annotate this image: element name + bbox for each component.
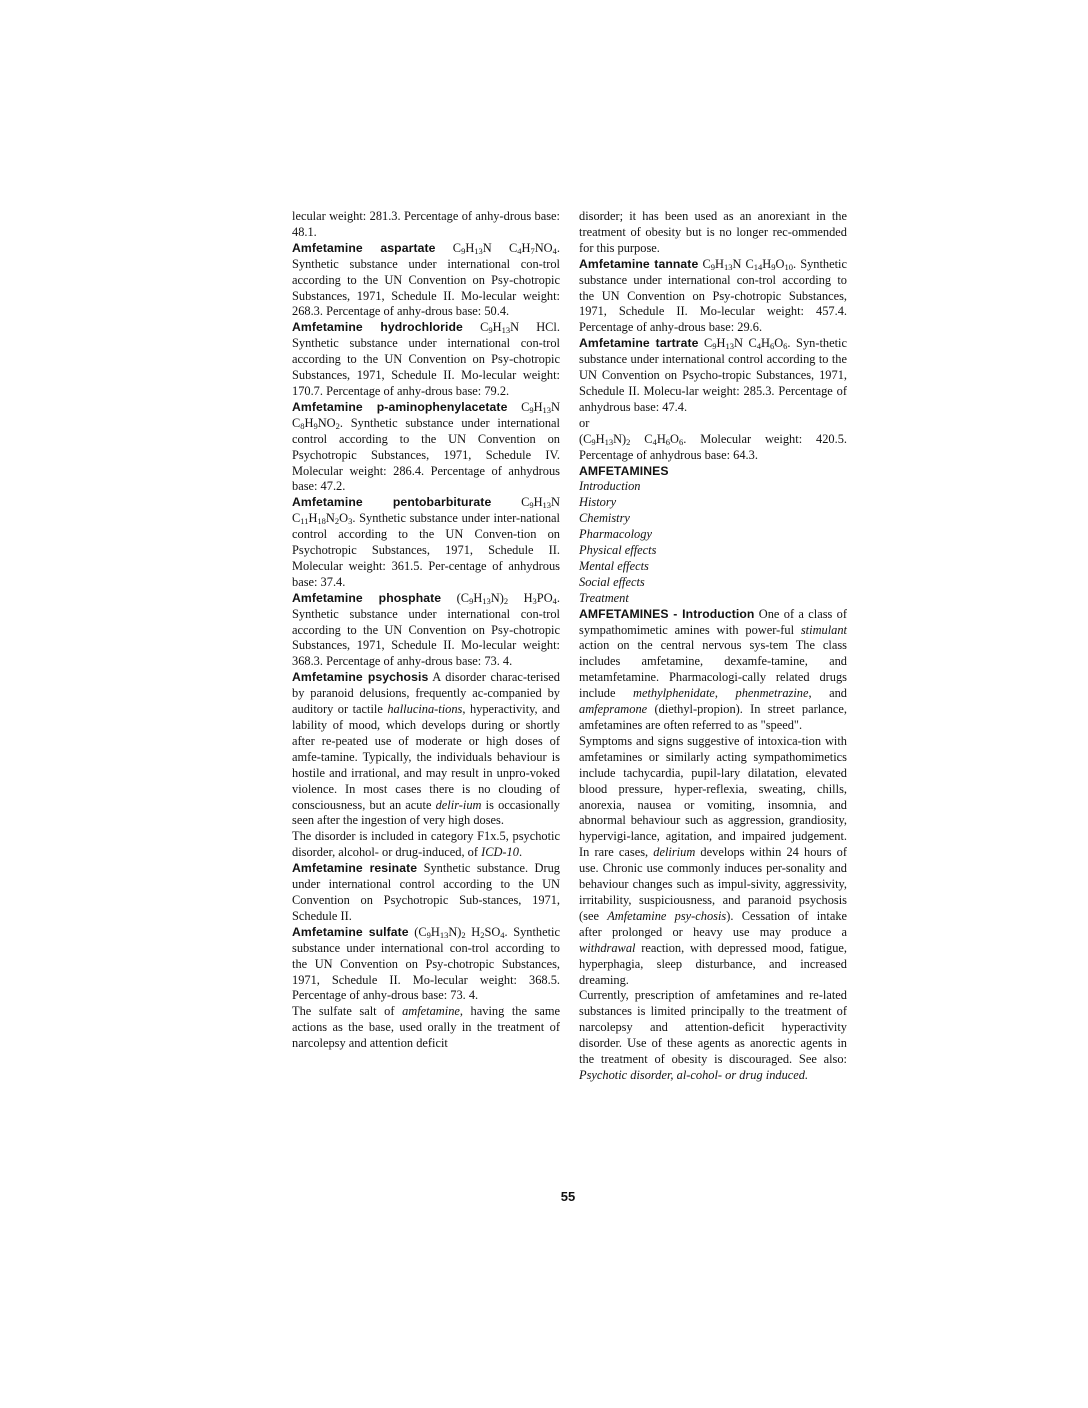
entry-paragraph [292,925,560,1005]
entry-text: (C [579,431,592,446]
entry-text: . Synthetic substance under international con-trol according to the UN Convention on Psy-chotropic Substances, 1971, Schedule II. Mo-lecular weight: 268.3. Percentage of anhy-drous base: 50.4. [292,240,560,319]
subscript: 3 [348,516,353,527]
subscript: 6 [678,436,684,447]
entry-text: One of a class of sympathomimetic amines with power-ful [579,606,847,637]
entry-paragraph [579,607,847,734]
entry-heading: Amfetamine psychosis [292,670,429,685]
entry-text: SO [484,924,501,939]
subscript: 9 [529,500,534,511]
section-contents-list [579,479,847,606]
entry-text: H [492,320,502,335]
italic-term: methylphenidate [633,686,715,701]
entry-text: , and [808,686,847,701]
entry-heading: Amfetamine tartrate [579,336,699,351]
page-number: 55 [560,1189,576,1204]
entry-heading: Amfetamine sulfate [292,924,409,939]
entry-text: (diethyl-propion). In street parlance, amfetamines are often referred to as "speed". [579,702,847,732]
entry-text: , hyperactivity, and lability of mood, which develops during or shortly after re-peated use of moderate or high doses of amfe-tamine. Typically, the individuals behaviour is hostile and irrational, and may result in unpro-voked violence. In most cases there is no clouding of consciousness, but an acute [292,702,560,812]
contents-item[interactable]: Physical effects [579,543,657,558]
subscript: 2 [334,516,340,527]
left-column [292,209,560,1052]
subscript: 8 [300,420,305,431]
entry-text: . Syn-thetic substance under international control according to the UN Convention on Psycho-tropic Substances, 1971, Schedule II. Molecu-lar weight: 285.3. Percentage of anhydrous base: 47.4. [579,336,847,414]
entry-heading: AMFETAMINES - Introduction [579,606,755,621]
subscript: 13 [542,500,552,511]
subscript: 9 [426,929,431,940]
entry-text: H [465,924,481,939]
entry-text: . [518,845,523,860]
italic-term: delirium [653,845,696,860]
italic-term: Amfetamine psy-chosis [607,908,727,923]
subscript: 6 [783,341,788,352]
entry-text: NO [317,415,336,430]
entry-text: disorder; it has been used as an anorexiant in the treatment of obesity but is no longer rec-ommended for this purpose. [579,209,847,255]
entry-text: , having the same actions as the base, used orally in the treatment of narcolepsy and attention deficit [292,1004,560,1051]
entry-text: PO [536,590,553,605]
italic-term: amfepramone [579,702,648,717]
entry-text: H [304,415,314,430]
italic-term: amfetamine [402,1004,460,1019]
entry-text: C [698,256,711,271]
entry-text: N C [292,399,560,430]
entry-heading: Amfetamine tannate [579,256,699,271]
entry-text: H [533,495,543,510]
entry-text: reaction, with depressed mood, fatigue, hyperphagia, sleep disturbance, and increased dreaming. [579,940,847,987]
entry-text: H [716,336,726,351]
subscript: 13 [501,325,511,336]
entry-heading: Amfetamine hydrochloride [292,320,463,335]
subscript: 3 [532,595,537,606]
entry-paragraph [292,400,560,495]
entry-text: is occasionally seen after the ingestion of very high doses. [292,797,560,828]
entry-text: N) [613,431,627,446]
contents-item[interactable]: Social effects [579,574,645,589]
entry-text: C [698,336,713,351]
entry-paragraph [579,416,847,432]
entry-text: C [630,431,653,446]
subscript: 2 [480,929,485,940]
italic-term: stimulant [800,622,847,637]
right-column [579,209,847,1084]
entry-text: N) [490,590,504,605]
contents-item[interactable]: History [579,495,617,510]
subscript: 13 [542,404,552,415]
subscript: 13 [723,261,733,272]
entry-text: or [579,415,590,430]
subscript: 9 [710,261,715,272]
entry-text: Currently, prescription of amfetamines and re-lated substances is limited principally to the treatment of narcolepsy and attention-deficit hyperactivity disorder. Use of these agents as anorectic agents in the treatment of obesity is discouraged. See also: [579,988,847,1067]
subscript: 13 [604,436,614,447]
entry-text: N [325,511,335,526]
subscript: 9 [488,325,493,336]
entry-text: N) [448,924,462,939]
subscript: 18 [317,516,326,527]
entry-paragraph [292,861,560,925]
entry-text: . Molecular weight: 420.5. Percentage of anhydrous base: 64.3. [579,431,847,462]
italic-term: hallucina-tions [387,702,463,717]
entry-text: H [761,336,770,351]
entry-text: N C [292,495,560,526]
subscript: 4 [756,341,762,352]
entry-text: H [595,431,605,446]
entry-text: . Synthetic substance under international con-trol according to the UN Convention on Psy-chotropic Substances, 1971, Schedule II. Mo-lecular weight: 368.3. Percentage of anhy-drous base: 73. 4. [292,590,560,669]
entry-paragraph [292,829,560,861]
entry-text: C [462,320,489,335]
subscript: 4 [500,929,505,940]
entry-text: Synthetic substance. Drug under international control according to the UN Convention on Psychotropic Sub-stances, 1971, Schedule II. [292,861,560,923]
entry-text: . Synthetic substance under international con-trol according to the UN Convention on Psy-chotropic Substances, 1971, Schedule II. Mo-lecular weight: 457.4. Percentage of anhy-drous base: 29.6. [579,256,847,335]
entry-text: A disorder charac-terised by paranoid delusions, frequently ac-companied by auditory or tactile [292,670,560,717]
subscript: 11 [300,516,309,527]
entry-text: (C [441,590,470,605]
italic-term: Psychotic disorder, al-cohol- or drug induced. [579,1067,809,1082]
subscript: 4 [552,595,557,606]
subscript: 4 [552,245,557,256]
subscript: 4 [517,245,522,256]
subscript: 13 [474,245,483,256]
entry-text: N HCl. Synthetic substance under international con-trol according to the UN Convention on Psy-chotropic Substances, 1971, Schedule II. Mo-lecular weight: 170.7. Percentage of anhy-drous base: 79.2. [292,320,560,398]
entry-paragraph [579,734,847,989]
entry-text: ). Cessation of intake after prolonged or heavy use may produce a [579,908,848,939]
subscript: 9 [712,341,717,352]
subscript: 2 [626,436,631,447]
entry-text: . Synthetic substance under international con-trol according to the UN Convention on Psy-chotropic Substances, 1971, Schedule II. Mo-lecular weight: 368.5. Percentage of anhy-drous base: 73. 4. [292,924,560,1003]
entry-text: H [762,256,772,271]
entry-text: O [775,256,785,271]
entry-paragraph [292,209,560,241]
entry-paragraph [579,336,847,416]
italic-term: delir-ium [435,797,482,812]
subscript: 14 [753,261,763,272]
subscript: 13 [725,341,734,352]
entry-text: C [507,399,530,414]
entry-text: N C [482,240,518,255]
entry-text: (C [408,924,427,939]
entry-text: H [521,240,531,255]
entry-text: . Synthetic substance under international control according to the UN Convention on Psychotropic Substances, 1971, Schedule IV. Molecular weight: 286.4. Percentage of anhydrous base: 47.2. [292,415,560,494]
subscript: 9 [529,404,534,415]
subscript: 9 [771,261,776,272]
entry-paragraph [579,988,847,1083]
subscript: 6 [769,341,775,352]
entry-paragraph [579,432,847,464]
entry-paragraph [579,257,847,337]
contents-item[interactable]: Introduction [579,479,641,494]
entry-text: H [656,431,666,446]
entry-heading: Amfetamine pentobarbiturate [292,495,492,510]
entry-paragraph [292,320,560,400]
entry-text: . Synthetic substance under inter-national control according to the UN Conven-tion on Psychotropic Substances, 1971, Schedule II. Molecular weight: 361.5. Per-centage of anhydrous base: 37.4. [292,511,560,589]
entry-paragraph [579,209,847,257]
entry-text: C [435,240,462,255]
entry-text: N C [734,336,757,351]
subscript: 10 [784,261,793,272]
entry-text: O [670,431,679,446]
entry-text: N C [732,256,754,271]
subscript: 9 [461,245,466,256]
entry-text: H [714,256,724,271]
entry-text: develops within 24 hours of use. Chronic use commonly induces per-sonality and behaviour changes such as impul-sivity, aggressivity, irritability, suspiciousness, and paranoid psychosis (see [579,845,848,923]
entry-heading: AMFETAMINES [579,463,669,478]
entry-text: lecular weight: 281.3. Percentage of anhy-drous base: 48.1. [292,209,560,239]
entry-paragraph [292,591,560,671]
entry-text: O [774,336,784,351]
entry-paragraph [292,1004,560,1052]
entry-heading: Amfetamine aspartate [292,240,436,255]
entry-text: action on the central nervous sys-tem The class includes amfetamine, dexamfe-tamine, and metamfetamine. Pharmacologi-cally related drugs include [579,638,847,701]
entry-paragraph [292,670,560,829]
italic-term: withdrawal [579,940,636,955]
subscript: 2 [335,420,340,431]
entry-text: H [533,399,543,414]
contents-item[interactable]: Treatment [579,590,629,605]
subscript: 4 [652,436,657,447]
entry-text: H [508,590,533,605]
subscript: 6 [665,436,671,447]
entry-text: The disorder is included in category F1x.5, psychotic disorder, alcohol- or drug-induced, of [292,829,560,860]
subscript: 9 [313,420,318,431]
subscript: 7 [530,245,535,256]
entry-heading: Amfetamine p-aminophenylacetate [292,399,508,414]
entry-paragraph [292,495,560,590]
entry-paragraph [292,241,560,321]
subscript: 2 [503,595,509,606]
entry-text: O [339,511,349,526]
entry-text: Symptoms and signs suggestive of intoxica-tion with amfetamines or similarly acting sympathomimetics include tachycardia, pupil-lary dilatation, elevated blood pressure, hyper-reflexia, sweating, chills, anorexia, nausea or vomiting, insomnia, and abnormal behaviour such as aggression, grandiosity, hypervigi-lance, agitation, and impaired judgement. In rare cases, [579,733,847,860]
subscript: 13 [439,929,449,940]
contents-item[interactable]: Pharmacology [579,527,652,542]
contents-item[interactable]: Mental effects [579,558,649,573]
entry-text: NO [534,240,553,255]
subscript: 13 [482,595,491,606]
entry-heading: Amfetamine phosphate [292,590,442,605]
italic-term: phenmetrazine [735,686,809,701]
contents-item[interactable]: Chemistry [579,511,630,526]
entry-text: C [491,495,530,510]
subscript: 9 [469,595,474,606]
entry-text: H [473,590,483,605]
entry-text: The sulfate salt of [292,1004,403,1019]
entry-paragraph [579,464,847,480]
entry-text: H [430,924,440,939]
italic-term: ICD-10 [481,845,519,860]
entry-heading: Amfetamine resinate [292,861,418,876]
entry-text: H [308,511,318,526]
subscript: 2 [461,929,466,940]
entry-text: H [465,240,475,255]
subscript: 9 [591,436,596,447]
entry-text: , [714,686,736,701]
